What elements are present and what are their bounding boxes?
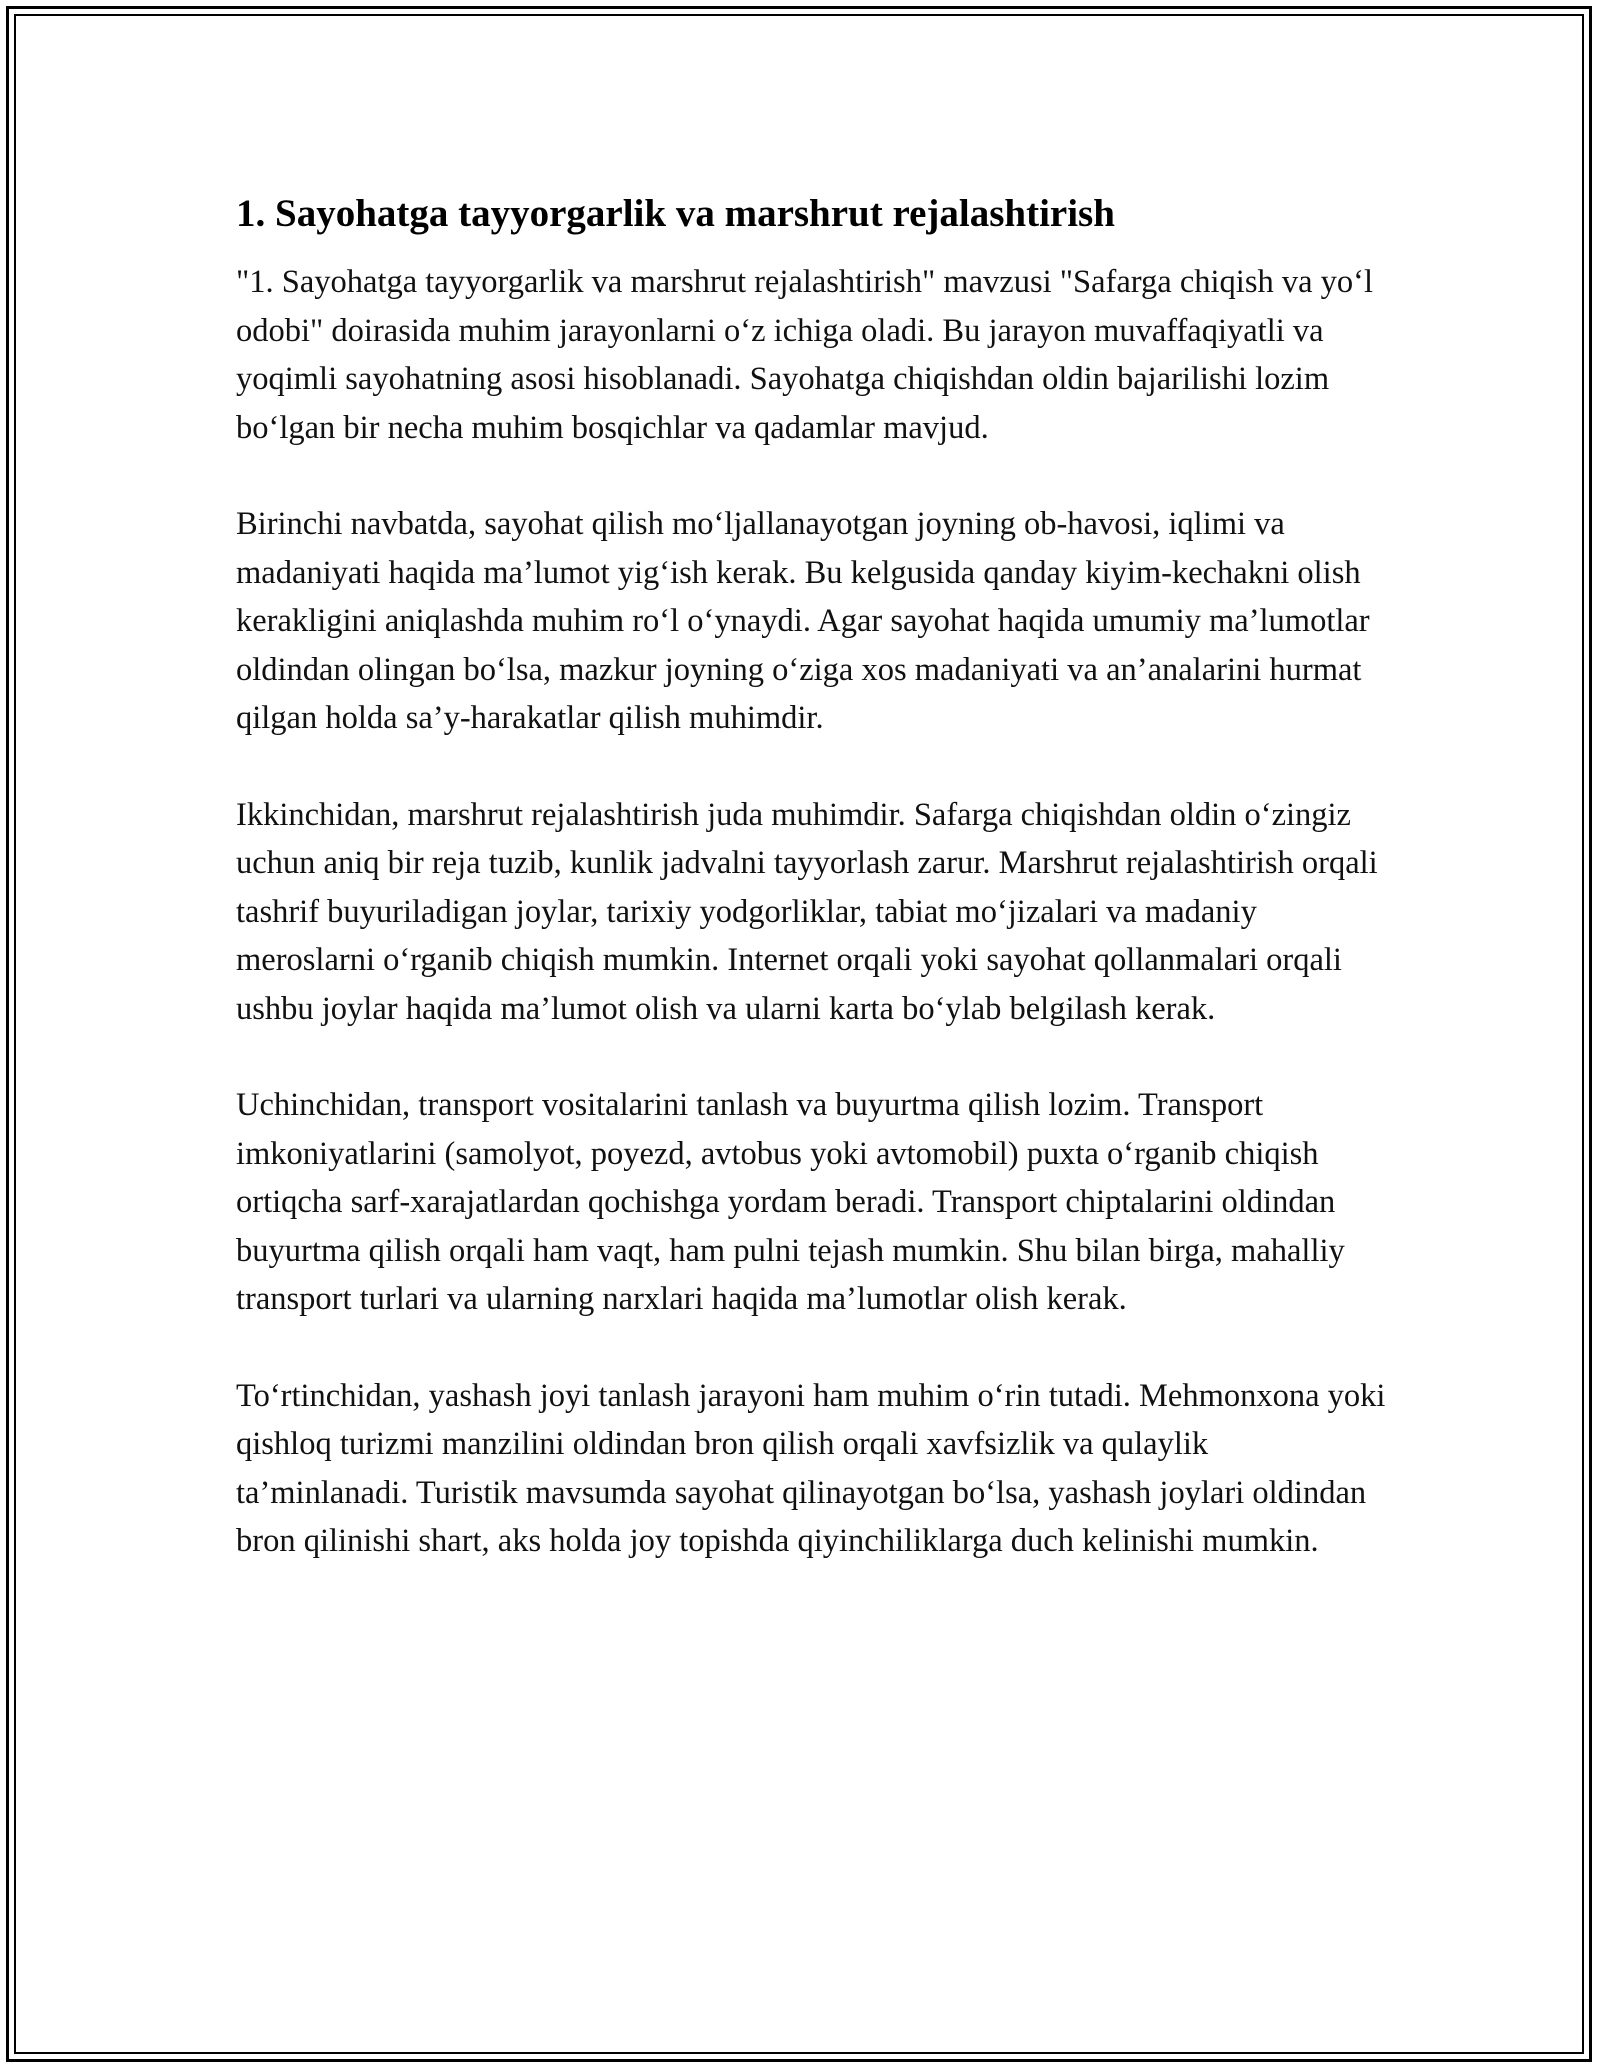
paragraph-third: Uchinchidan, transport vositalarini tanlash va buyurtma qilish lozim. Transport imkoniyatlarini (samolyot, poyezd, avtobus yoki avtomobil) puxta o‘rganib chiqish ortiqcha sarf-xarajatlardan qochishga yordam beradi. Transport chiptalarini oldindan buyurtma qilish orqali ham vaqt, ham pulni tejash mumkin. Shu bilan birga, mahalliy transport turlari va ularning narxlari haqida ma’lumotlar olish kerak. (236, 1087, 1345, 1317)
section-heading: 1. Sayohatga tayyorgarlik va marshrut rejalashtirish (236, 192, 1115, 235)
paragraph-first: Birinchi navbatda, sayohat qilish mo‘ljallanayotgan joyning ob-havosi, iqlimi va madaniyati haqida ma’lumot yig‘ish kerak. Bu kelgusida qanday kiyim-kechakni olish kerakligini aniqlashda muhim ro‘l o‘ynaydi. Agar sayohat haqida umumiy ma’lumotlar oldindan olingan bo‘lsa, mazkur joyning o‘ziga xos madaniyati va an’analarini hurmat qilgan holda sa’y-harakatlar qilish muhimdir. (236, 506, 1370, 736)
paragraph-fourth: To‘rtinchidan, yashash joyi tanlash jarayoni ham muhim o‘rin tutadi. Mehmonxona yoki qishloq turizmi manzilini oldindan bron qilish orqali xavfsizlik va qulaylik ta’minlanadi. Turistik mavsumda sayohat qilinayotgan bo‘lsa, yashash joylari oldindan bron qilinishi shart, aks holda joy topishda qiyinchiliklarga duch kelinishi mumkin. (236, 1377, 1386, 1559)
paragraph-intro: "1. Sayohatga tayyorgarlik va marshrut rejalashtirish" mavzusi "Safarga chiqish va yo‘l odobi" doirasida muhim jarayonlarni o‘z ichiga oladi. Bu jarayon muvaffaqiyatli va yoqimli sayohatning asosi hisoblanadi. Sayohatga chiqishdan oldin bajarilishi lozim bo‘lgan bir necha muhim bosqichlar va qadamlar mavjud. (236, 264, 1373, 446)
document-body (236, 190, 1386, 1614)
paragraph-second: Ikkinchidan, marshrut rejalashtirish juda muhimdir. Safarga chiqishdan oldin o‘zingiz uchun aniq bir reja tuzib, kunlik jadvalni tayyorlash zarur. Marshrut rejalashtirish orqali tashrif buyuriladigan joylar, tarixiy yodgorliklar, tabiat mo‘jizalari va madaniy meroslarni o‘rganib chiqish mumkin. Internet orqali yoki sayohat qollanmalari orqali ushbu joylar haqida ma’lumot olish va ularni karta bo‘ylab belgilash kerak. (236, 796, 1378, 1027)
